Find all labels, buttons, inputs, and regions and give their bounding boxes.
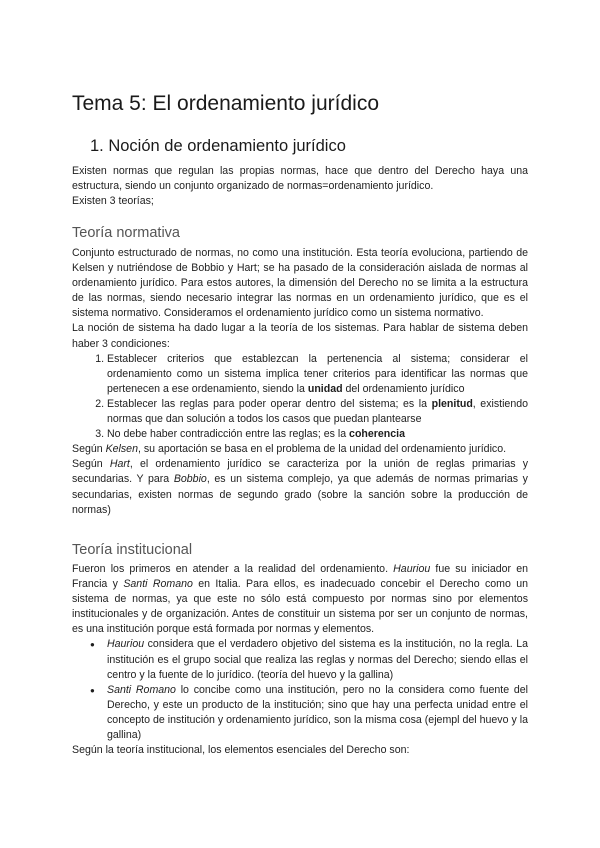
- section-heading: 1. Noción de ordenamiento jurídico: [90, 137, 346, 155]
- intro-theories-line: Existen 3 teorías;: [72, 195, 154, 208]
- normativa-heading: Teoría normativa: [72, 225, 180, 241]
- document-title: Tema 5: El ordenamiento jurídico: [72, 92, 379, 115]
- intro-block: [72, 164, 528, 209]
- bullet-item-hauriou: ● Hauriou considera que el verdadero objetivo del sistema es la institución, no la regla. La institución es el grupo social que realiza las reglas y normas del Derecho; siendo ellas el centro y la fuente de lo jurídico. (teoría del huevo y la gallina): [107, 637, 528, 682]
- intro-paragraph: Existen normas que regulan las propias normas, hace que dentro del Derecho haya una estructura, siendo un conjunto organizado de normas=ordenamiento jurídico.: [72, 165, 528, 193]
- institucional-paragraph-2: Según la teoría institucional, los elementos esenciales del Derecho son:: [72, 744, 410, 757]
- kelsen-paragraph: Según Kelsen, su aportación se basa en el problema de la unidad del ordenamiento jurídico.: [72, 443, 507, 456]
- normativa-paragraph-1: Conjunto estructurado de normas, no como una institución. Esta teoría evoluciona, partiendo de Kelsen y nutriéndose de Bobbio y Hart; se ha pasado de la consideración aislada de normas al ordenamiento jurídico. Para estos autores, la dimensión del Derecho no se limita a la estructura de las normas, siendo necesario integrar las normas en un ordenamiento jurídico, que es el sistema normativo. Consideramos el ordenamiento jurídico como un sistema normativo.: [72, 247, 528, 320]
- institucional-bullet-list: [72, 637, 528, 743]
- conditions-list: [72, 352, 528, 443]
- condition-item-3: 3. No debe haber contradicción entre las reglas; es la coherencia: [107, 427, 528, 442]
- bullet-item-santi-romano: ● Santi Romano lo concibe como una institución, pero no la considera como fuente del Derecho, y este un producto de la institución; sino que hay una perfecta unidad entre el concepto de institución y ordenamiento jurídico, son la misma cosa (ejempl del huevo y la gallina): [107, 683, 528, 743]
- hart-bobbio-paragraph: Según Hart, el ordenamiento jurídico se caracteriza por la unión de reglas primarias y secundarias. Y para Bobbio, es un sistema complejo, ya que además de normas primarias y secundarias, existen normas de segundo grado (sobre la sanción sobre la producción de normas): [72, 458, 528, 516]
- condition-item-2: 2. Establecer las reglas para poder operar dentro del sistema; es la plenitud, existiendo normas que dan solución a todos los casos que puedan plantearse: [107, 397, 528, 427]
- normativa-block: [72, 246, 528, 518]
- normativa-paragraph-2: La noción de sistema ha dado lugar a la teoría de los sistemas. Para hablar de sistema deben haber 3 condiciones:: [72, 322, 528, 350]
- institucional-heading: Teoría institucional: [72, 542, 193, 558]
- institucional-block: [72, 562, 528, 758]
- condition-item-1: 1. Establecer criterios que establezcan la pertenencia al sistema; considerar el ordenamiento como un sistema implica tener criterios para identificar las normas que pertenecen a ese ordenamiento, siendo la unidad del ordenamiento jurídico: [107, 352, 528, 397]
- institucional-paragraph-1: Fueron los primeros en atender a la realidad del ordenamiento. Hauriou fue su iniciador en Francia y Santi Romano en Italia. Para ellos, es inadecuado concebir el Derecho como un sistema de normas, ya que este no sólo está compuesto por normas sino por elementos institucionales y de organización. Antes de constituir un sistema por ser un conjunto de normas, es una institución porque está formada por normas y elementos.: [72, 563, 528, 636]
